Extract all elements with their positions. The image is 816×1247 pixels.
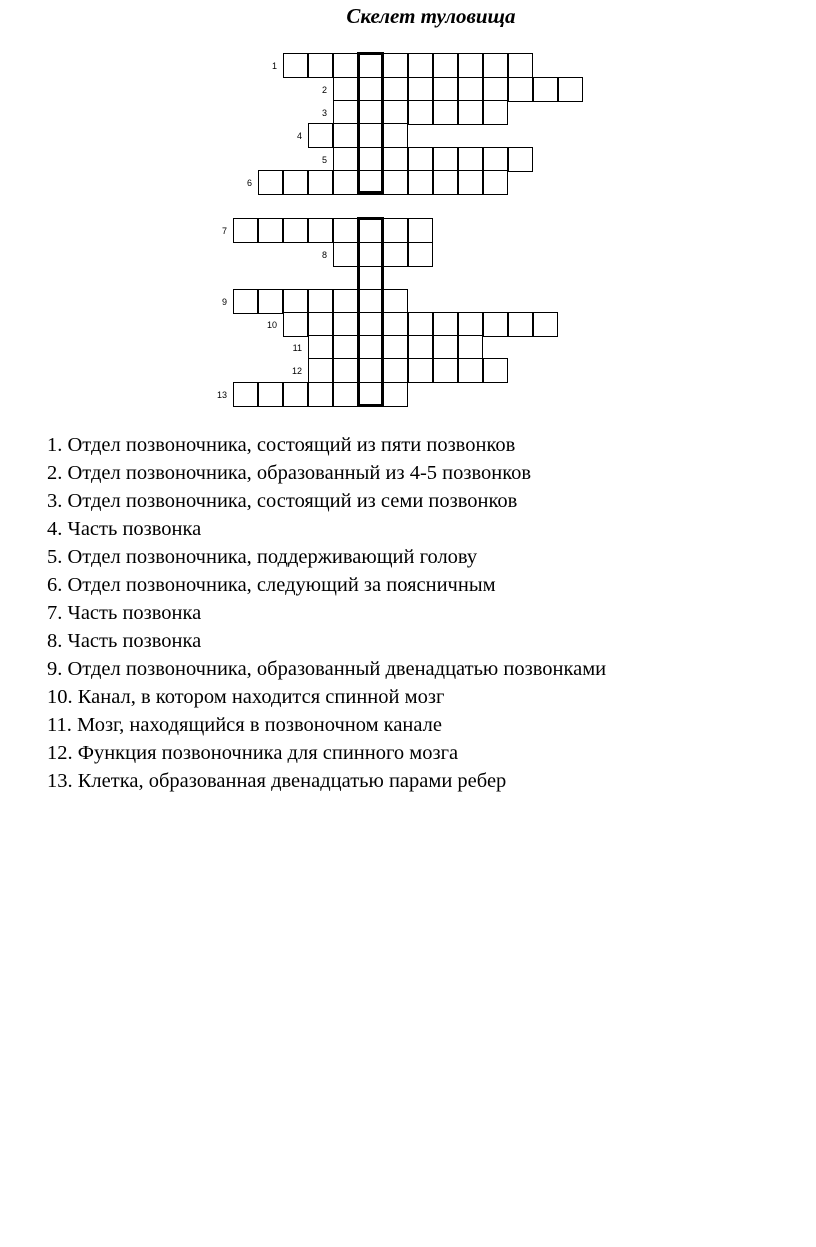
crossword-row-number: 5 [321,155,327,165]
crossword-cell[interactable] [408,170,433,195]
crossword-cell[interactable] [333,100,358,125]
crossword-cell[interactable] [283,170,308,195]
crossword-cell[interactable] [433,312,458,337]
crossword-cell[interactable] [383,335,408,360]
clue-item: 3. Отдел позвоночника, состоящий из семи позвонков [47,490,518,512]
crossword-cell[interactable] [533,312,558,337]
crossword-cell[interactable] [383,358,408,383]
crossword-cell[interactable] [383,242,408,267]
crossword-cell[interactable] [508,77,533,102]
crossword-cell[interactable] [383,312,408,337]
crossword-row-number: 6 [246,178,252,188]
crossword-row-number: 13 [216,390,227,400]
crossword-cell[interactable] [283,382,308,407]
crossword-cell[interactable] [408,218,433,243]
crossword-row-number: 11 [292,343,302,353]
crossword-cell[interactable] [483,312,508,337]
crossword-cell[interactable] [358,53,383,78]
crossword-cell[interactable] [383,147,408,172]
crossword-cell[interactable] [433,170,458,195]
crossword-cell[interactable] [408,312,433,337]
clue-item: 8. Часть позвонка [47,630,202,652]
crossword-cell[interactable] [533,77,558,102]
crossword-cell[interactable] [383,218,408,243]
crossword-cell[interactable] [358,312,383,337]
crossword-cell[interactable] [383,170,408,195]
crossword-cell[interactable] [433,100,458,125]
crossword-cell[interactable] [458,335,483,360]
crossword-cell[interactable] [358,100,383,125]
crossword-cell[interactable] [433,358,458,383]
clue-item: 2. Отдел позвоночника, образованный из 4-5 позвонков [47,462,532,484]
crossword-cell[interactable] [308,289,333,314]
crossword-cell[interactable] [383,53,408,78]
crossword-row-number: 8 [321,250,327,260]
crossword-cell[interactable] [283,289,308,314]
crossword-cell[interactable] [233,382,258,407]
crossword-cell[interactable] [408,242,433,267]
crossword-cell[interactable] [258,218,283,243]
crossword-cell[interactable] [358,147,383,172]
crossword-cell[interactable] [408,358,433,383]
crossword-cell[interactable] [483,77,508,102]
crossword-cell[interactable] [358,242,383,267]
crossword-cell[interactable] [283,53,308,78]
crossword-row-number: 10 [266,320,277,330]
crossword-cell[interactable] [308,123,333,148]
crossword-cell[interactable] [383,77,408,102]
crossword-cell[interactable] [333,170,358,195]
crossword-cell[interactable] [358,335,383,360]
clue-item: 13. Клетка, образованная двенадцатью парами ребер [47,770,507,792]
crossword-cell[interactable] [433,77,458,102]
clue-item: 12. Функция позвоночника для спинного мозга [47,742,459,764]
crossword-cell[interactable] [308,53,333,78]
crossword-cell[interactable] [558,77,583,102]
clue-item: 1. Отдел позвоночника, состоящий из пяти позвонков [47,434,516,456]
crossword-row-number: 4 [296,131,302,141]
crossword-cell[interactable] [383,289,408,314]
clue-item: 7. Часть позвонка [47,602,202,624]
clue-item: 11. Мозг, находящийся в позвоночном канале [47,714,443,736]
clue-item: 6. Отдел позвоночника, следующий за поясничным [47,574,496,596]
crossword-cell[interactable] [308,170,333,195]
crossword-row-number: 2 [321,85,327,95]
crossword-cell[interactable] [333,289,358,314]
crossword-cell[interactable] [483,100,508,125]
crossword-cell[interactable] [333,335,358,360]
crossword-cell[interactable] [233,218,258,243]
clue-item: 5. Отдел позвоночника, поддерживающий голову [47,546,478,568]
crossword-cell[interactable] [358,170,383,195]
crossword-cell[interactable] [433,335,458,360]
crossword-cell[interactable] [508,53,533,78]
crossword-cell[interactable] [333,242,358,267]
crossword-cell[interactable] [508,312,533,337]
crossword-cell[interactable] [333,358,358,383]
crossword-cell[interactable] [408,77,433,102]
worksheet-title: Скелет туловища [346,4,516,28]
crossword-cell[interactable] [458,312,483,337]
crossword-cell[interactable] [483,147,508,172]
crossword-cell[interactable] [333,312,358,337]
crossword-cell[interactable] [333,147,358,172]
crossword-cell[interactable] [483,53,508,78]
crossword-row-number: 3 [321,108,327,118]
crossword-cell[interactable] [333,123,358,148]
crossword-cell[interactable] [408,100,433,125]
crossword-cell[interactable] [483,170,508,195]
crossword-cell[interactable] [433,53,458,78]
crossword-cell[interactable] [408,147,433,172]
clue-item: 4. Часть позвонка [47,518,202,540]
crossword-cell[interactable] [358,123,383,148]
crossword-cell[interactable] [433,147,458,172]
crossword-cell[interactable] [333,218,358,243]
crossword-cell[interactable] [308,218,333,243]
crossword-cell[interactable] [508,147,533,172]
crossword-cell[interactable] [483,358,508,383]
crossword-cell[interactable] [258,170,283,195]
clue-list [47,431,606,795]
crossword-row-number: 1 [271,61,277,71]
crossword-cell[interactable] [458,147,483,172]
crossword-cell[interactable] [333,382,358,407]
crossword-cell[interactable] [333,77,358,102]
crossword-cell[interactable] [258,289,283,314]
crossword-cell[interactable] [283,218,308,243]
crossword-cell[interactable] [358,266,383,291]
crossword-cell[interactable] [308,382,333,407]
crossword-row-number: 9 [221,297,227,307]
crossword-cell[interactable] [333,53,358,78]
crossword-row-number: 7 [221,226,227,236]
crossword-cell[interactable] [308,335,333,360]
crossword-cell[interactable] [458,358,483,383]
crossword-cell[interactable] [383,123,408,148]
crossword-cell[interactable] [383,382,408,407]
crossword-cell[interactable] [383,100,408,125]
crossword-cell[interactable] [308,358,333,383]
crossword-row-number: 12 [291,366,302,376]
crossword-cell[interactable] [458,77,483,102]
crossword-cell[interactable] [358,289,383,314]
crossword-cell[interactable] [358,77,383,102]
crossword-cell[interactable] [408,335,433,360]
crossword-cell[interactable] [408,53,433,78]
clue-item: 10. Канал, в котором находится спинной мозг [47,686,445,708]
crossword-cell[interactable] [458,170,483,195]
clue-item: 9. Отдел позвоночника, образованный двенадцатью позвонками [47,658,607,680]
crossword-cell[interactable] [258,382,283,407]
crossword-cell[interactable] [358,358,383,383]
crossword-cell[interactable] [233,289,258,314]
crossword-cell[interactable] [308,312,333,337]
crossword-cell[interactable] [283,312,308,337]
crossword-cell[interactable] [358,382,383,407]
crossword-cell[interactable] [358,218,383,243]
crossword-cell[interactable] [458,100,483,125]
crossword-cell[interactable] [458,53,483,78]
